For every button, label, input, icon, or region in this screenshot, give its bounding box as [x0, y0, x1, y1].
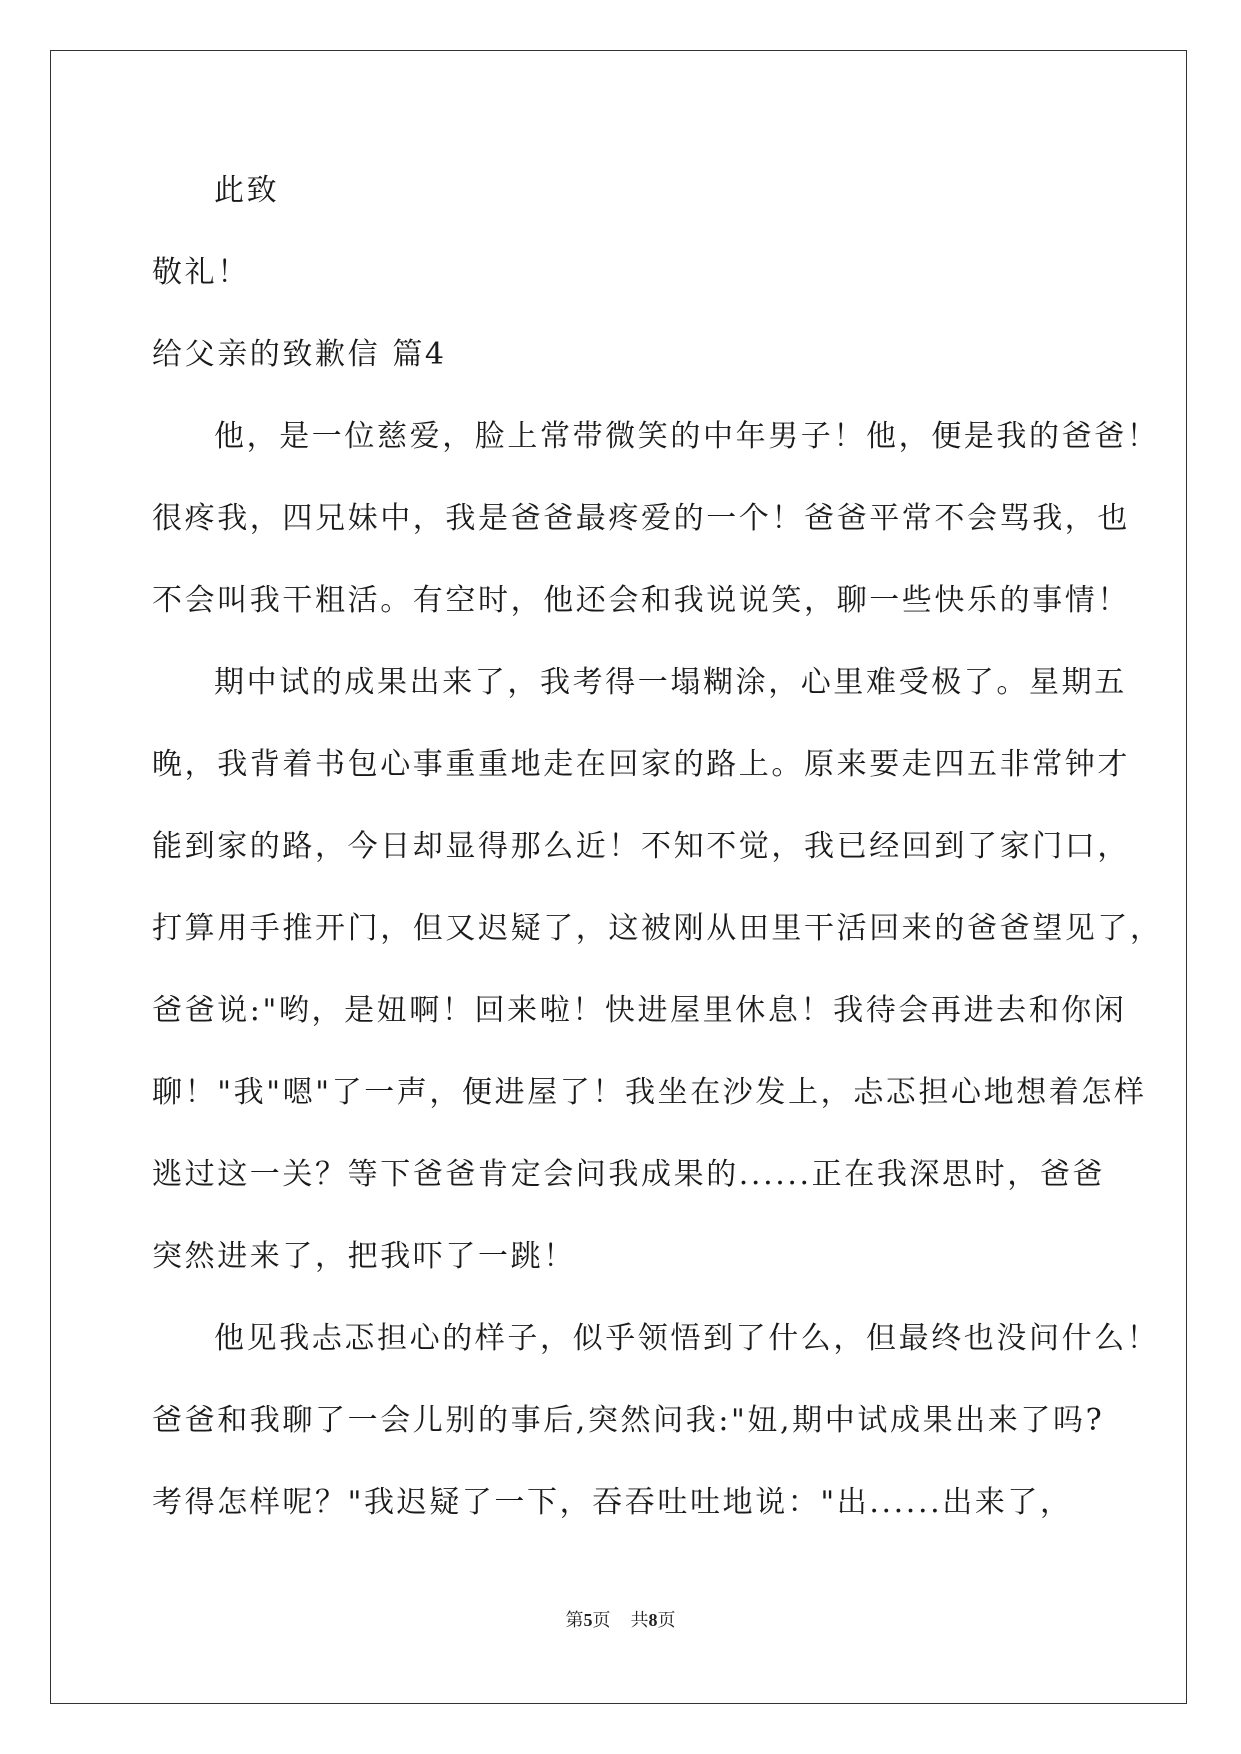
paragraph-line: 他见我忐忑担心的样子，似乎领悟到了什么，但最终也没问什么！ [214, 1321, 1160, 1356]
paragraph-line: 能到家的路，今日却显得那么近！不知不觉，我已经回到了家门口， [152, 829, 1130, 864]
paragraph-line: 他，是一位慈爱，脸上常带微笑的中年男子！他，便是我的爸爸！ [214, 419, 1160, 454]
paragraph-line: 期中试的成果出来了，我考得一塌糊涂，心里难受极了。星期五 [214, 665, 1127, 700]
page-unit: 页 [592, 1610, 611, 1630]
paragraph-line: 爸爸和我聊了一会儿别的事后,突然问我:"妞,期中试成果出来了吗? [152, 1403, 1105, 1438]
page-prefix: 第 [565, 1610, 584, 1630]
paragraph-line: 考得怎样呢？"我迟疑了一下，吞吞吐吐地说："出......出来了， [152, 1485, 1073, 1520]
closing-respect: 敬礼！ [152, 255, 250, 290]
section-heading: 给父亲的致歉信 篇4 [152, 337, 447, 372]
total-prefix: 共 [630, 1610, 649, 1630]
paragraph-line: 晚，我背着书包心事重重地走在回家的路上。原来要走四五非常钟才 [152, 747, 1130, 782]
paragraph-line: 聊！"我"嗯"了一声，便进屋了！我坐在沙发上，忐忑担心地想着怎样 [152, 1075, 1147, 1110]
page-footer [0, 1606, 1241, 1632]
paragraph-line: 打算用手推开门，但又迟疑了，这被刚从田里干活回来的爸爸望见了， [152, 911, 1163, 946]
paragraph-line: 很疼我，四兄妹中，我是爸爸最疼爱的一个！爸爸平常不会骂我，也 [152, 501, 1130, 536]
paragraph-line: 不会叫我干粗活。有空时，他还会和我说说笑，聊一些快乐的事情！ [152, 583, 1130, 618]
page-total: 8 [648, 1610, 658, 1630]
paragraph-line: 爸爸说:"哟，是妞啊！回来啦！快进屋里休息！我待会再进去和你闲 [152, 993, 1127, 1028]
paragraph-line: 突然进来了，把我吓了一跳！ [152, 1239, 576, 1274]
paragraph-line: 逃过这一关？等下爸爸肯定会问我成果的......正在我深思时，爸爸 [152, 1157, 1106, 1192]
closing-salutation: 此致 [214, 173, 280, 208]
page-border [50, 50, 1187, 1704]
page-current: 5 [583, 1610, 593, 1630]
total-unit: 页 [657, 1610, 676, 1630]
